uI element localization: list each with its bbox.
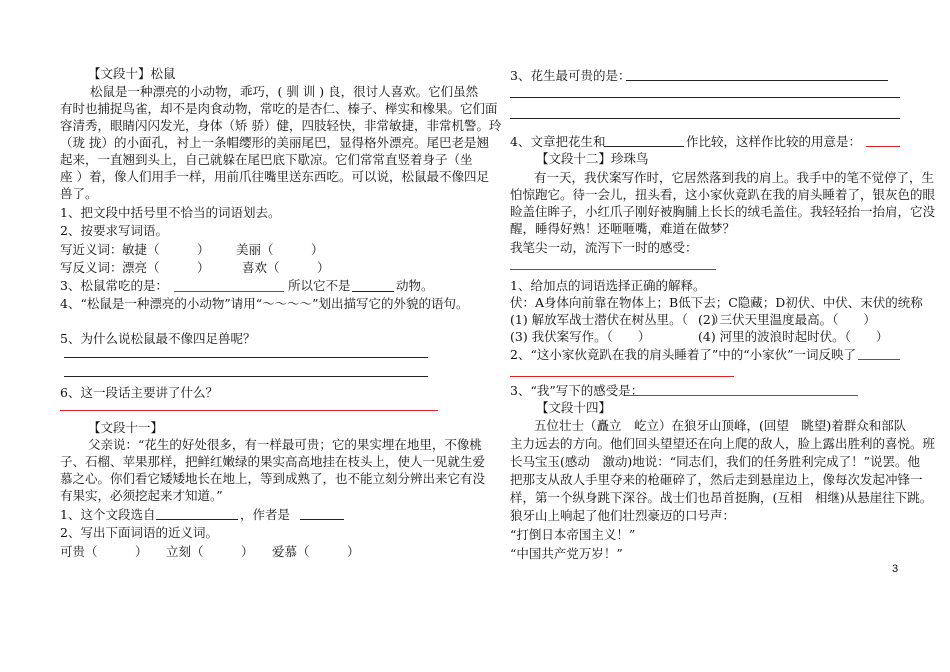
passage-12-line: 我笔尖一动，流泻下一时的感受： xyxy=(510,240,698,255)
answer-blank[interactable] xyxy=(858,359,900,360)
answer-blank[interactable] xyxy=(630,395,858,396)
antonym-label: 写反义词： xyxy=(60,260,123,275)
question-11-4-prefix: 4、文章把花生和 xyxy=(510,134,606,149)
passage-10-line: 容清秀，眼睛闪闪发光，身体（矫 骄）健，四肢轻快，非常敏捷，非常机警。玲 xyxy=(60,118,502,133)
answer-line[interactable] xyxy=(64,376,428,377)
passage-14-title: 【文段十四】 xyxy=(536,400,612,415)
passage-11-line: 父亲说：“花生的好处很多，有一样最可贵；它的果实埋在地里，不像桃 xyxy=(88,437,482,452)
answer-blank[interactable] xyxy=(300,519,344,520)
answer-blank[interactable] xyxy=(352,291,394,292)
question-12-1: 1、给加点的词语选择正确的解释。 xyxy=(510,278,706,293)
answer-blank[interactable] xyxy=(866,146,900,147)
question-11-3: 3、花生最可贵的是： xyxy=(510,68,631,83)
passage-10-line: 起来，一直翘到头上，自己就躲在尾巴底下歇凉。它们常常直竖着身子（坐 xyxy=(60,152,473,167)
question-11-4-middle: 作比较，这样作比较的用意是： xyxy=(686,134,862,149)
answer-line[interactable] xyxy=(510,269,716,270)
passage-14-line: 样，第一个纵身跳下深谷。战士们也昂首挺胸，(互相 相继)从悬崖往下跳。 xyxy=(510,490,933,505)
question-12-3: 3、“我”写下的感受是： xyxy=(510,383,644,398)
answer-blank[interactable] xyxy=(174,291,284,292)
passage-14-line: 主力远去的方向。他们回头望望还在向上爬的敌人，脸上露出胜利的喜悦。班 xyxy=(510,436,936,451)
slogan-1: “打倒日本帝国主义！” xyxy=(510,527,636,542)
passage-12-title: 【文段十二】珍珠鸟 xyxy=(536,151,649,166)
passage-11-line: 有果实，必须挖起来才知道。” xyxy=(60,488,223,503)
question-10-1: 1、把文段中括号里不恰当的词语划去。 xyxy=(60,205,281,220)
passage-11-line: 子、石榴、苹果那样，把鲜红嫩绿的果实高高地挂在枝头上，使人一见就生爱 xyxy=(60,454,486,469)
option-2[interactable]: (2) 三伏天里温度最高。（ ） xyxy=(698,312,876,327)
question-10-4: 4、“松鼠是一种漂亮的小动物”请用“～～～～”划出描写它的外貌的语句。 xyxy=(60,296,469,311)
slogan-2: “中国共产党万岁！” xyxy=(510,546,623,561)
synonym-word-2[interactable]: 立刻（ ） xyxy=(166,544,254,559)
question-10-5: 5、为什么说松鼠最不像四足兽呢？ xyxy=(60,331,256,346)
synonym-word-1[interactable]: 敏捷（ ） xyxy=(122,242,210,257)
question-11-1-prefix: 1、这个文段选自 xyxy=(60,507,156,522)
passage-12-line: 怕惊跑它。待一会儿，扭头看，这小家伙竟趴在我的肩头睡着了，银灰色的眼 xyxy=(510,187,936,202)
passage-14-line: 把那支从敌人手里夺来的枪砸碎了，然后走到悬崖边上，像每次发起冲锋一 xyxy=(510,472,923,487)
antonym-word-2[interactable]: 喜欢（ ） xyxy=(242,260,330,275)
passage-12-line: 有一天，我伏案写作时，它居然落到我的肩上。我手中的笔不觉停了，生 xyxy=(534,170,935,185)
passage-14-line: 狼牙山上响起了他们壮烈豪迈的口号声： xyxy=(510,508,736,523)
passage-10-line: （珑 拢）的小面孔，衬上一条帽缨形的美丽尾巴，显得格外漂亮。尾巴老是翘 xyxy=(60,135,489,150)
answer-line[interactable] xyxy=(510,376,734,377)
question-10-3-suffix: 动物。 xyxy=(396,278,434,293)
antonym-word-1[interactable]: 漂亮（ ） xyxy=(122,260,210,275)
passage-10-line: 座 ）着，像人们用手一样，用前爪往嘴里送东西吃。可以说，松鼠最不像四足 xyxy=(60,169,489,184)
option-3[interactable]: (3) 我伏案写作。（ ） xyxy=(510,329,651,344)
question-10-6: 6、这一段话主要讲了什么？ xyxy=(60,385,218,400)
answer-line[interactable] xyxy=(64,357,428,358)
passage-10-line: 松鼠是一种漂亮的小动物，乖巧，( 驯 训 ) 良，很讨人喜欢。它们虽然 xyxy=(90,84,479,99)
question-10-2: 2、按要求写词语。 xyxy=(60,223,168,238)
synonym-word-3[interactable]: 爱慕（ ） xyxy=(272,544,360,559)
synonym-label: 写近义词： xyxy=(60,242,123,257)
question-11-2: 2、写出下面词语的近义词。 xyxy=(60,525,218,540)
option-1[interactable]: (1) 解放军战士潜伏在树丛里。（ ） xyxy=(510,312,726,327)
answer-line[interactable] xyxy=(510,97,900,98)
page-number: 3 xyxy=(892,563,899,575)
option-4[interactable]: (4) 河里的波浪时起时伏。（ ） xyxy=(698,329,889,344)
answer-blank[interactable] xyxy=(604,146,684,147)
answer-line[interactable] xyxy=(510,118,900,119)
answer-blank[interactable] xyxy=(626,80,888,81)
passage-11-line: 慕之心。你们看它矮矮地长在地上，等到成熟了，也不能立刻分辨出来它有没 xyxy=(60,471,486,486)
passage-10-title: 【文段十】松鼠 xyxy=(88,66,176,81)
question-12-2: 2、“这小家伙竟趴在我的肩头睡着了”中的“小家伙”一词反映了 xyxy=(510,347,857,362)
passage-10-line: 有时也捕捉鸟雀，却不是肉食动物，常吃的是杏仁、榛子、榉实和橡果。它们面 xyxy=(60,101,498,116)
question-10-3-prefix: 3、松鼠常吃的是： xyxy=(60,278,168,293)
passage-10-line: 兽了。 xyxy=(60,186,98,201)
passage-12-line: 醒，睡得好熟！还咂咂嘴，难道在做梦？ xyxy=(510,221,736,236)
passage-12-line: 睑盖住眸子，小红爪子刚好被胸脯上长长的绒毛盖住。我轻轻抬一抬肩，它没 xyxy=(510,204,936,219)
passage-14-line: 长马宝玉(感动 激动)地说：“同志们，我们的任务胜利完成了！”说罢。他 xyxy=(510,454,921,469)
question-10-3-middle: 所以它不是 xyxy=(288,278,351,293)
synonym-word-2[interactable]: 美丽（ ） xyxy=(236,242,324,257)
answer-blank[interactable] xyxy=(156,519,238,520)
answer-line[interactable] xyxy=(60,410,438,411)
passage-14-line: 五位壮士（矗立 屹立）在狼牙山顶峰，(回望 眺望)着群众和部队 xyxy=(534,418,907,433)
synonym-word-1[interactable]: 可贵（ ） xyxy=(60,544,148,559)
definition-line: 伏：A身体向前靠在物体上；B低下去；C隐藏；D初伏、中伏、末伏的统称 xyxy=(510,295,923,310)
question-11-1-middle: ，作者是 xyxy=(240,507,291,522)
passage-11-title: 【文段十一】 xyxy=(88,420,164,435)
